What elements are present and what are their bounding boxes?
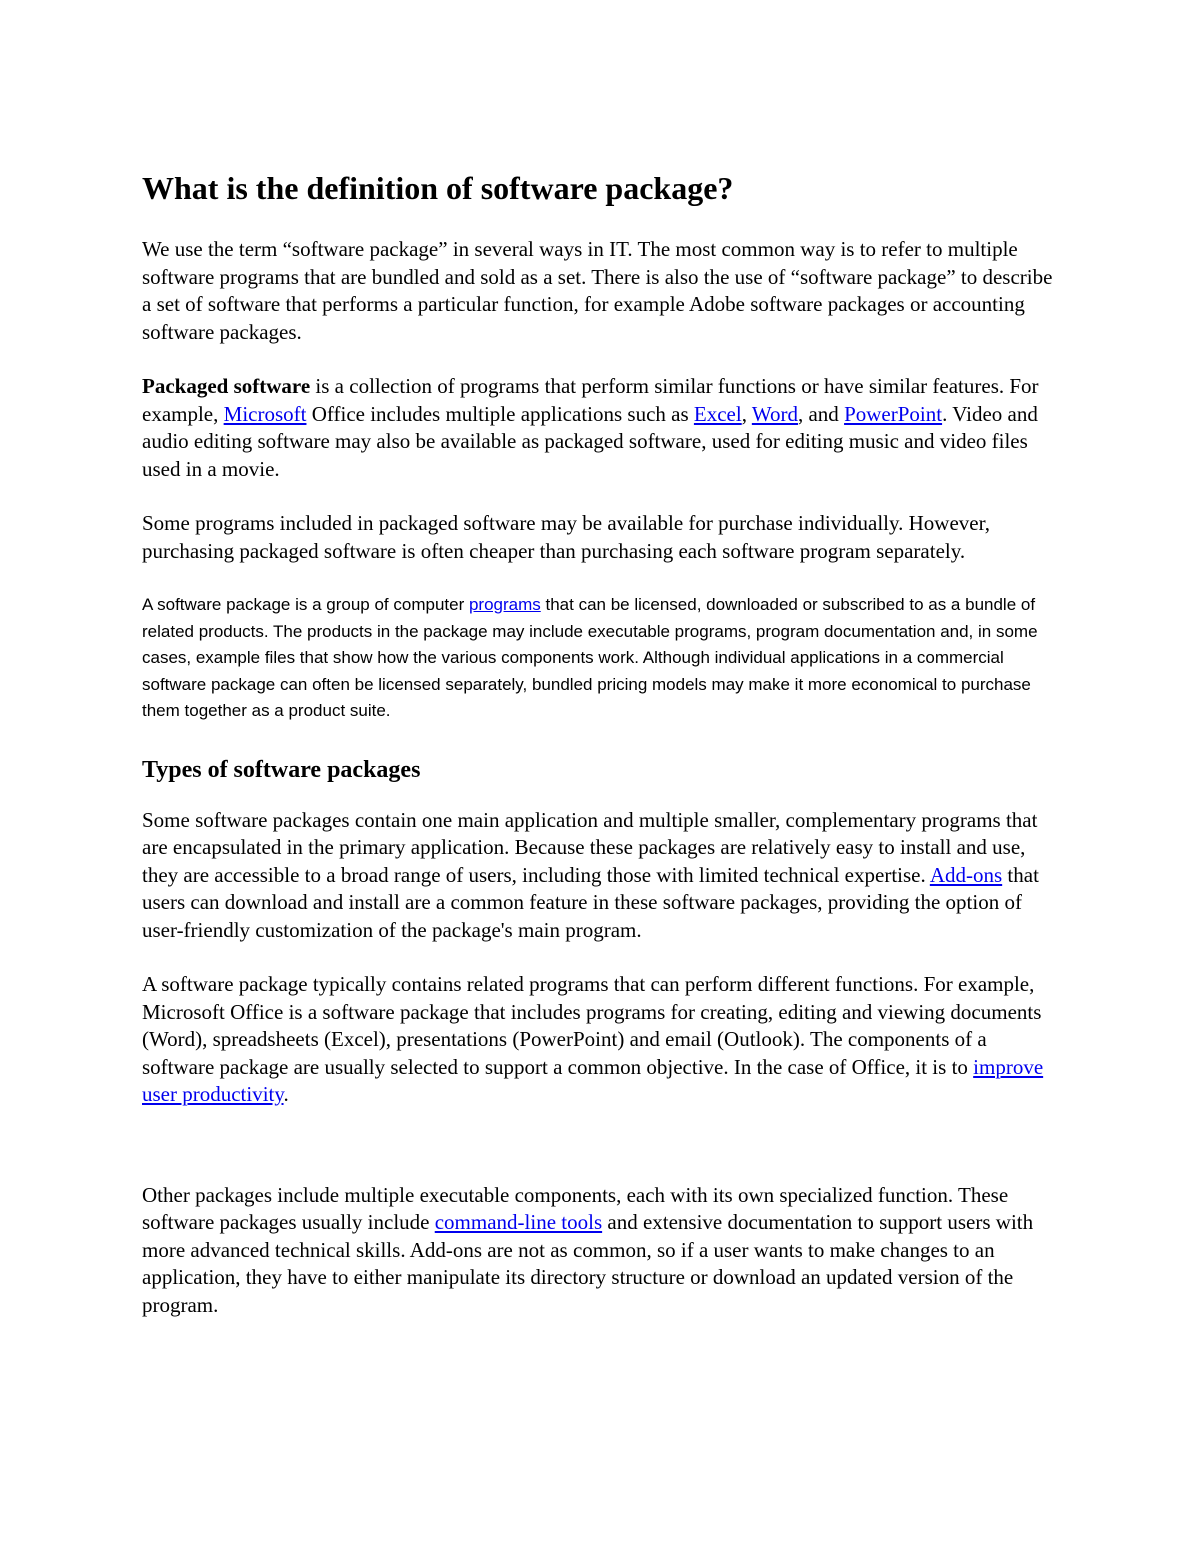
text-run: .: [283, 1082, 289, 1106]
link-improve-user-productivity[interactable]: improve user productivity: [142, 1054, 1044, 1106]
paragraph-types-main: [142, 807, 1062, 945]
text-run: is a collection of programs that perform similar functions or have similar features. For example,: [142, 374, 1039, 426]
link-word[interactable]: Word: [751, 401, 798, 426]
paragraph-types-related: [142, 971, 1062, 1109]
text-run: ,: [741, 401, 752, 426]
page-title: What is the definition of software package?: [142, 170, 734, 206]
section-heading-types: Types of software packages: [142, 756, 421, 783]
link-microsoft[interactable]: Microsoft: [223, 401, 307, 426]
text-run: A software package typically contains related programs that can perform different functions. For example, Microsoft Office is a software package that includes programs for creating, editing and viewing documents (Word), spreadsheets (Excel), presentations (PowerPoint) and email (Outlook). The components of a software package are usually selected to support a common objective. In the case of Office, it is to: [142, 972, 1042, 1079]
text-run: Other packages include multiple executable components, each with its own specialized function. These software packages usually include: [142, 1182, 1009, 1234]
paragraph-purchase: [142, 510, 1062, 565]
paragraph-intro: [142, 236, 1062, 346]
link-programs[interactable]: programs: [468, 595, 541, 614]
document-body: [142, 168, 1062, 1346]
packaged-software-term: Packaged software: [142, 374, 311, 398]
text-run: Office includes multiple applications such as: [306, 401, 694, 426]
paragraph-types-executable: [142, 1182, 1062, 1320]
link-add-ons[interactable]: Add-ons: [929, 862, 1003, 887]
text-run: Some software packages contain one main application and multiple smaller, complementary programs that are encapsulated in the primary application. Because these packages are relatively easy to install and use, they are accessible to a broad range of users, including those with limited technical expertise.: [142, 807, 1038, 887]
text-run: that can be licensed, downloaded or subscribed to as a bundle of related products. The products in the package may include executable programs, program documentation and, in some cases, example files that show how the various components work. Although individual applications in a commercial software package can often be licensed separately, bundled pricing models may make it more economical to purchase them together as a product suite.: [142, 595, 1038, 720]
paragraph-packaged-software: [142, 373, 1062, 483]
text-run: A software package is a group of computer: [142, 595, 469, 614]
link-command-line-tools[interactable]: command-line tools: [434, 1210, 603, 1234]
text-run: that users can download and install are a common feature in these software packages, providing the option of user-friendly customization of the package's main program.: [142, 862, 1039, 942]
paragraph-intro-text: We use the term “software package” in several ways in IT. The most common way is to refer to multiple software programs that are bundled and sold as a set. There is also the use of “software package” to describe a set of software that performs a particular function, for example Adobe software packages or accounting software packages.: [142, 237, 1053, 344]
paragraph-definition: [142, 592, 1062, 725]
link-excel[interactable]: Excel: [693, 401, 742, 426]
text-run: , and: [797, 401, 845, 426]
text-run: . Video and audio editing software may also be available as packaged software, used for editing music and video files used in a movie.: [142, 401, 1038, 481]
paragraph-purchase-text: Some programs included in packaged software may be available for purchase individually. However, purchasing packaged software is often cheaper than purchasing each software program separately.: [142, 511, 991, 563]
link-powerpoint[interactable]: PowerPoint: [844, 401, 943, 426]
text-run: and extensive documentation to support users with more advanced technical skills. Add-ons are not as common, so if a user wants to make changes to an application, they have to either manipulate its directory structure or download an updated version of the program.: [142, 1210, 1034, 1317]
